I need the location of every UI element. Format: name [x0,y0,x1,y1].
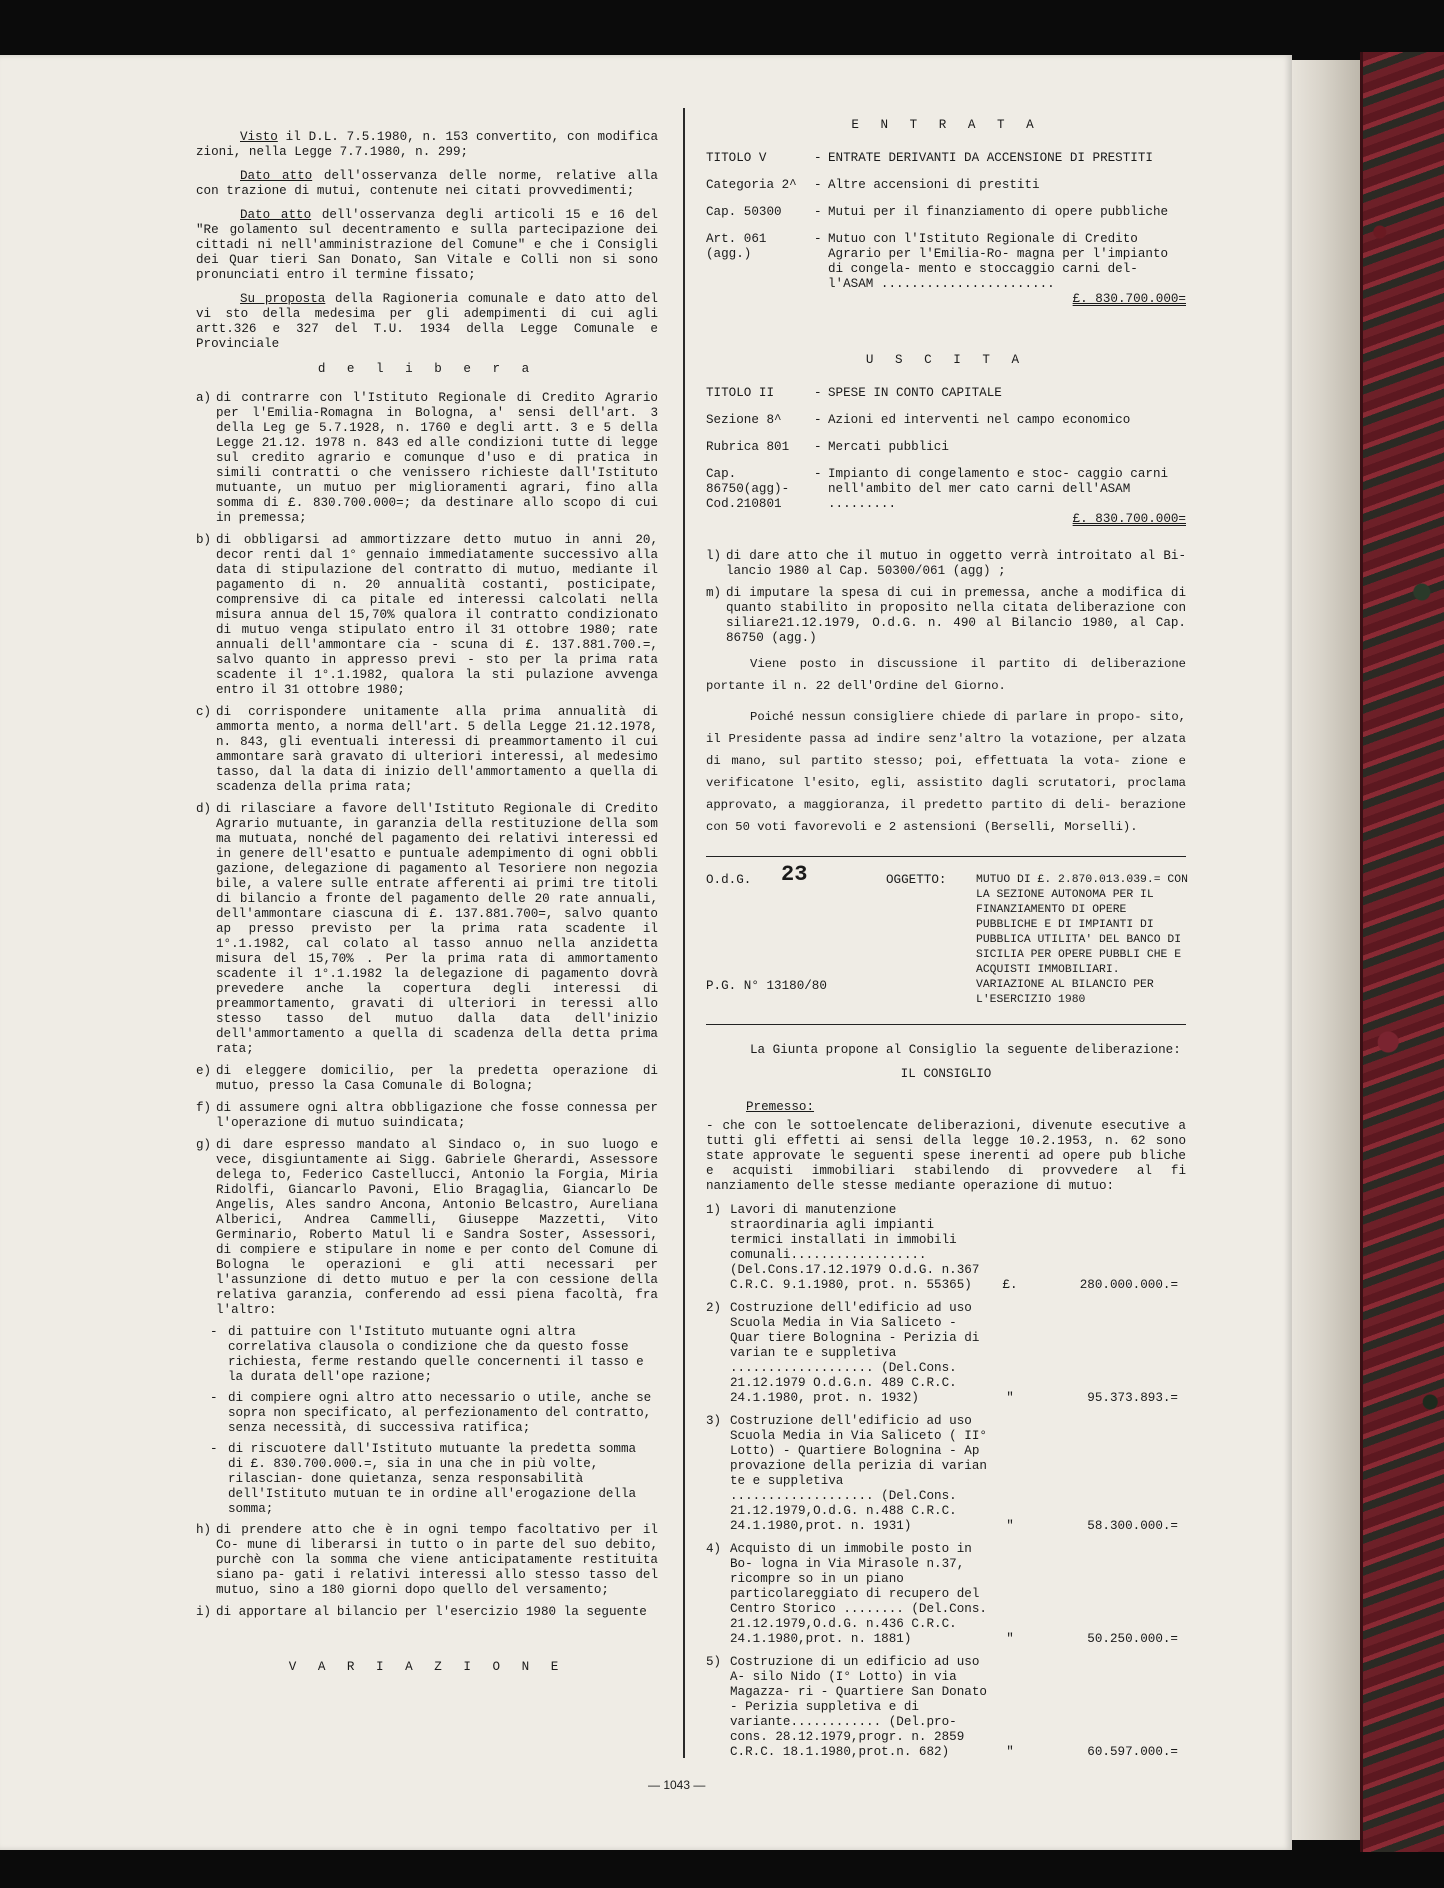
oggetto-label: OGGETTO: [886,873,947,887]
oggetto-text: MUTUO DI £. 2.870.013.039.= CON LA SEZIONE AUTONOMA PER IL FINANZIAMENTO DI OPERE PUBBLICHE E DI IMPIANTI DI PUBBLICA UTILITA' DEL BANCO DI SICILIA PER OPERE PUBBLI CHE E ACQUISTI IMMOBILIARI. VARIAZIONE AL BILANCIO PER L'ESERCIZIO 1980 [976,874,1188,1006]
budget-row: Sezione 8^ - Azioni ed interventi nel campo economico [706,413,1131,427]
list-item: 1) Lavori di manutenzione straordinaria agli impianti termici installati in immobili comunali.................. (Del.Cons.17.12.1979 O.d.G. n.367 C.R.C. 9.1.1980, prot. n. 55365) £. 280.000.000.= [706,1203,1178,1292]
odg-label: O.d.G. [706,873,752,887]
list-item: e) di eleggere domicilio, per la predetta operazione di mutuo, presso la Casa Comunale di Bologna; [196,1064,658,1093]
list-item: l) di dare atto che il mutuo in oggetto verrà introitato al Bi- lancio 1980 al Cap. 50300/061 (agg) ; [706,549,1186,578]
pg-number: P.G. N° 13180/80 [706,979,827,993]
sub-item: - di riscuotere dall'Istituto mutuante la predetta somma di £. 830.700.000.=, sia in una che in più volte, rilascian- done quietanza, senza responsabilità dell'Istituto mutuan te in ordine all'erogazione della somma; [210,1442,637,1516]
amount: £. 830.700.000= [1072,292,1186,306]
budget-row: Art. 061 (agg.) - Mutuo con l'Istituto Regionale di Credito Agrario per l'Emilia-Ro- magna per l'impianto di congela- mento e stoccaggio carni del- l'ASAM ....................... £. 830.700.000= [706,232,1186,306]
intro-visto: Visto il D.L. 7.5.1980, n. 153 convertito, con modifica zioni, nella Legge 7.7.1980, n. 299; [196,130,658,159]
premesso-text: - che con le sottoelencate deliberazioni, divenute esecutive a tutti gli effetti ai sensi della legge 10.2.1953, n. 62 sono state approvate le seguenti spese inerenti ad opere pub bliche e acquisti immobiliari stabilendo di provvedere al fi nanziamento delle stesse mediante operazione di mutuo: [706,1119,1186,1193]
discussion-text: Viene posto in discussione il partito di deliberazione portante il n. 22 dell'Ordine del Giorno. [706,657,1186,693]
list-item: i) di apportare al bilancio per l'esercizio 1980 la seguente [196,1605,647,1619]
vote-text: Poiché nessun consigliere chiede di parlare in propo- sito, il Presidente passa ad indire senz'altro la votazione, per alzata di mano, sul partito stesso; poi, effettuata la vota- zione e verificatone l'esito, egli, assistito dagli scrutatori, proclama approvato, a maggioranza, il predetto partito di deli- berazione con 50 voti favorevoli e 2 astensioni (Berselli, Morselli). [706,710,1186,834]
uscita-heading: U S C I T A [865,353,1027,367]
budget-row: TITOLO II - SPESE IN CONTO CAPITALE [706,386,1002,400]
book-gutter [1292,60,1360,1840]
giunta-proposal: La Giunta propone al Consiglio la seguente deliberazione: [750,1043,1181,1057]
list-item: g) di dare espresso mandato al Sindaco o, in suo luogo e vece, disgiuntamente ai Sigg. Gabriele Gherardi, Assessore delega to, Federico Castellucci, Antonio la Forgia, Miria Ridolfi, Giancarlo Pavoni, Elio Bragaglia, Giancarlo De Angelis, Ales sandro Ancona, Antonio Belcastro, Aureliana Alberici, Andrea Cammelli, Giuseppe Mazzetti, Vito Germinario, Roberto Matul li e Sandra Soster, Assessori, di compiere e stipulare in nome e per conto del Comune di Bologna le operazioni e gli atti necessari per l'assunzione di detto mutuo e per la con cessione della relativa garanzia, conferendo ad essi piena facoltà, fra l'altro: [196,1138,658,1317]
sub-item: - di pattuire con l'Istituto mutuante ogni altra correlativa clausola o condizione che da questo fosse richiesta, ferme restando quelle concernenti il tasso e la durata dell'ope razione; [210,1325,644,1384]
page-number: — 1043 — [648,1778,706,1792]
variazione-heading: V A R I A Z I O N E [288,1660,566,1674]
list-item: 4) Acquisto di un immobile posto in Bo- logna in Via Mirasole n.37, ricompre so in un piano particolareggiato di recupero del Centro Storico ........ (Del.Cons. 21.12.1979,O.d.G. n.436 C.R.C. 24.1.1980,prot. n. 1881) " 50.250.000.= [706,1542,1178,1646]
budget-row: Cap. 86750(agg)- Cod.210801 - Impianto di congelamento e stoc- caggio carni nell'ambito del mer cato carni dell'ASAM ......... £. 830.700.000= [706,467,1186,526]
left-column [196,130,658,1689]
entrata-heading: E N T R A T A [851,118,1041,132]
list-item: 2) Costruzione dell'edificio ad uso Scuola Media in Via Saliceto - Quar tiere Bolognina - Perizia di varian te e suppletiva ................... (Del.Cons. 21.12.1979 O.d.G.n. 489 C.R.C. 24.1.1980, prot. n. 1932) " 95.373.893.= [706,1301,1178,1405]
delibera-heading: d e l i b e r a [317,362,537,376]
list-item: m) di imputare la spesa di cui in premessa, anche a modifica di quanto stabilito in proposito nella citata deliberazione con siliare21.12.1979, O.d.G. n. 490 al Bilancio 1980, al Cap. 86750 (agg.) [706,586,1186,645]
budget-row: Rubrica 801 - Mercati pubblici [706,440,949,454]
list-item: 5) Costruzione di un edificio ad uso A- silo Nido (I° Lotto) in via Magazza- ri - Quartiere San Donato - Perizia suppletiva e di variante............ (Del.pro-cons. 28.12.1979,progr. n. 2859 C.R.C. 18.1.1980,prot.n. 682) " 60.597.000.= [706,1655,1178,1759]
list-item: d) di rilasciare a favore dell'Istituto Regionale di Credito Agrario mutuante, in garanzia della restituzione della som ma mutuata, nonché del pagamento dei relativi interessi ed in genere dell'esatto e puntuale adempimento di ogni obbli gazione, delegazione di pagamento al Tesoriere non negozia bile, a valere sulle entrate afferenti ai primi tre titoli di bilancio a fronte del pagamento delle 20 rate annuali, dell'ammontare ciascuna di £. 137.881.700=, salvo quanto ap presso previsto per la prima rata scadente il 1°.1.1982, cal colato al tasso annuo nella anzidetta misura del 15,70% . Per la prima rata di ammortamento scadente il 1°.1.1982 la delegazione di pagamento dovrà prevedere anche la copertura degli interessi di preammortamento, gravati di ulteriori in teressi allo stesso tasso del mutuo dalla data dell'inizio dell'ammortamento a quella di scadenza della detta prima rata; [196,802,658,1056]
budget-row: TITOLO V - ENTRATE DERIVANTI DA ACCENSIONE DI PRESTITI [706,151,1153,165]
right-column [706,118,1186,1768]
column-divider [683,108,685,1758]
premesso-label: Premesso: [746,1100,815,1114]
intro-su-proposta: Su proposta della Ragioneria comunale e dato atto del vi sto della medesima per gli adempimenti di cui agli artt.326 e 327 del T.U. 1934 della Legge Comunale e Provinciale [196,292,658,351]
sub-item: - di compiere ogni altro atto necessario o utile, anche se sopra non specificato, al perfezionamento del contratto, senza necessità, di successiva ratifica; [210,1391,652,1435]
section-divider [706,1024,1186,1025]
list-item: b) di obbligarsi ad ammortizzare detto mutuo in anni 20, decor renti dal 1° gennaio immediatamente successivo alla data di stipulazione del contratto di mutuo, mediante il pagamento di n. 20 annualità costanti, posticipate, comprensive di ca pitale ed interessi calcolati nella misura annua del 15,70% qualora il contratto condizionato di mutuo venga stipulato entro il 31 ottobre 1980; rate annuali dell'ammontare cia - scuna di £. 137.881.700.=, salvo quanto in appresso previ - sto per la prima rata scadente il 1°.1.1982, qualora la sti pulazione avvenga entro il 31 ottobre 1980; [196,533,658,697]
list-item: c) di corrispondere unitamente alla prima annualità di ammorta mento, a norma dell'art. 5 della Legge 21.12.1978, n. 843, gli eventuali interessi di preammortamento il cui ammontare sarà gravato di ulteriori interessi, al medesimo tasso, dal la data di inizio dell'ammortamento a quella di scadenza della prima rata; [196,705,658,794]
list-item: f) di assumere ogni altra obbligazione che fosse connessa per l'operazione di mutuo suindicata; [196,1101,658,1130]
list-item: a) di contrarre con l'Istituto Regionale di Credito Agrario per l'Emilia-Romagna in Bologna, a' sensi dell'art. 3 della Leg ge 5.7.1928, n. 1760 e degli artt. 3 e 5 della Legge 21.12. 1978 n. 843 ed alle condizioni tutte di legge sul credito agrario e comunque d'uso e di pratica in simili contratti o che venissero richieste dall'Istituto mutuante, un mutuo per miglioramenti agrari, fino alla somma di £. 830.700.000=; da destinare allo scopo di cui in premessa; [196,391,658,525]
book-cover-edge [1360,52,1444,1852]
odg-block [706,862,1188,1006]
consiglio-heading: IL CONSIGLIO [900,1067,992,1081]
list-item: 3) Costruzione dell'edificio ad uso Scuola Media in Via Saliceto ( II° Lotto) - Quartiere Bolognina - Ap provazione della perizia di varian te e suppletiva ................... (Del.Cons. 21.12.1979,O.d.G. n.488 C.R.C. 24.1.1980,prot. n. 1931) " 58.300.000.= [706,1414,1178,1533]
budget-row: Cap. 50300 - Mutui per il finanziamento di opere pubbliche [706,205,1169,219]
section-divider [706,856,1186,857]
intro-dato-atto-2: Dato atto dell'osservanza degli articoli 15 e 16 del "Re golamento sul decentramento e sulla partecipazione dei cittadi ni nell'amministrazione del Comune" e che i Consigli dei Quar tieri San Donato, San Vitale e Colli non si sono pronunciati entro il termine fissato; [196,208,658,282]
odg-number: 23 [781,862,808,887]
budget-row: Categoria 2^ - Altre accensioni di prestiti [706,178,1040,192]
amount: £. 830.700.000= [1072,512,1186,526]
intro-dato-atto-1: Dato atto dell'osservanza delle norme, relative alla con trazione di mutui, contenute nei citati provvedimenti; [196,169,658,198]
list-item: h) di prendere atto che è in ogni tempo facoltativo per il Co- mune di liberarsi in tutto o in parte del suo debito, purchè con la somma che viene anticipatamente restituita siano pa- gati i relativi interessi allo stesso tasso del mutuo, sino a 180 giorni dopo quello del versamento; [196,1523,658,1597]
